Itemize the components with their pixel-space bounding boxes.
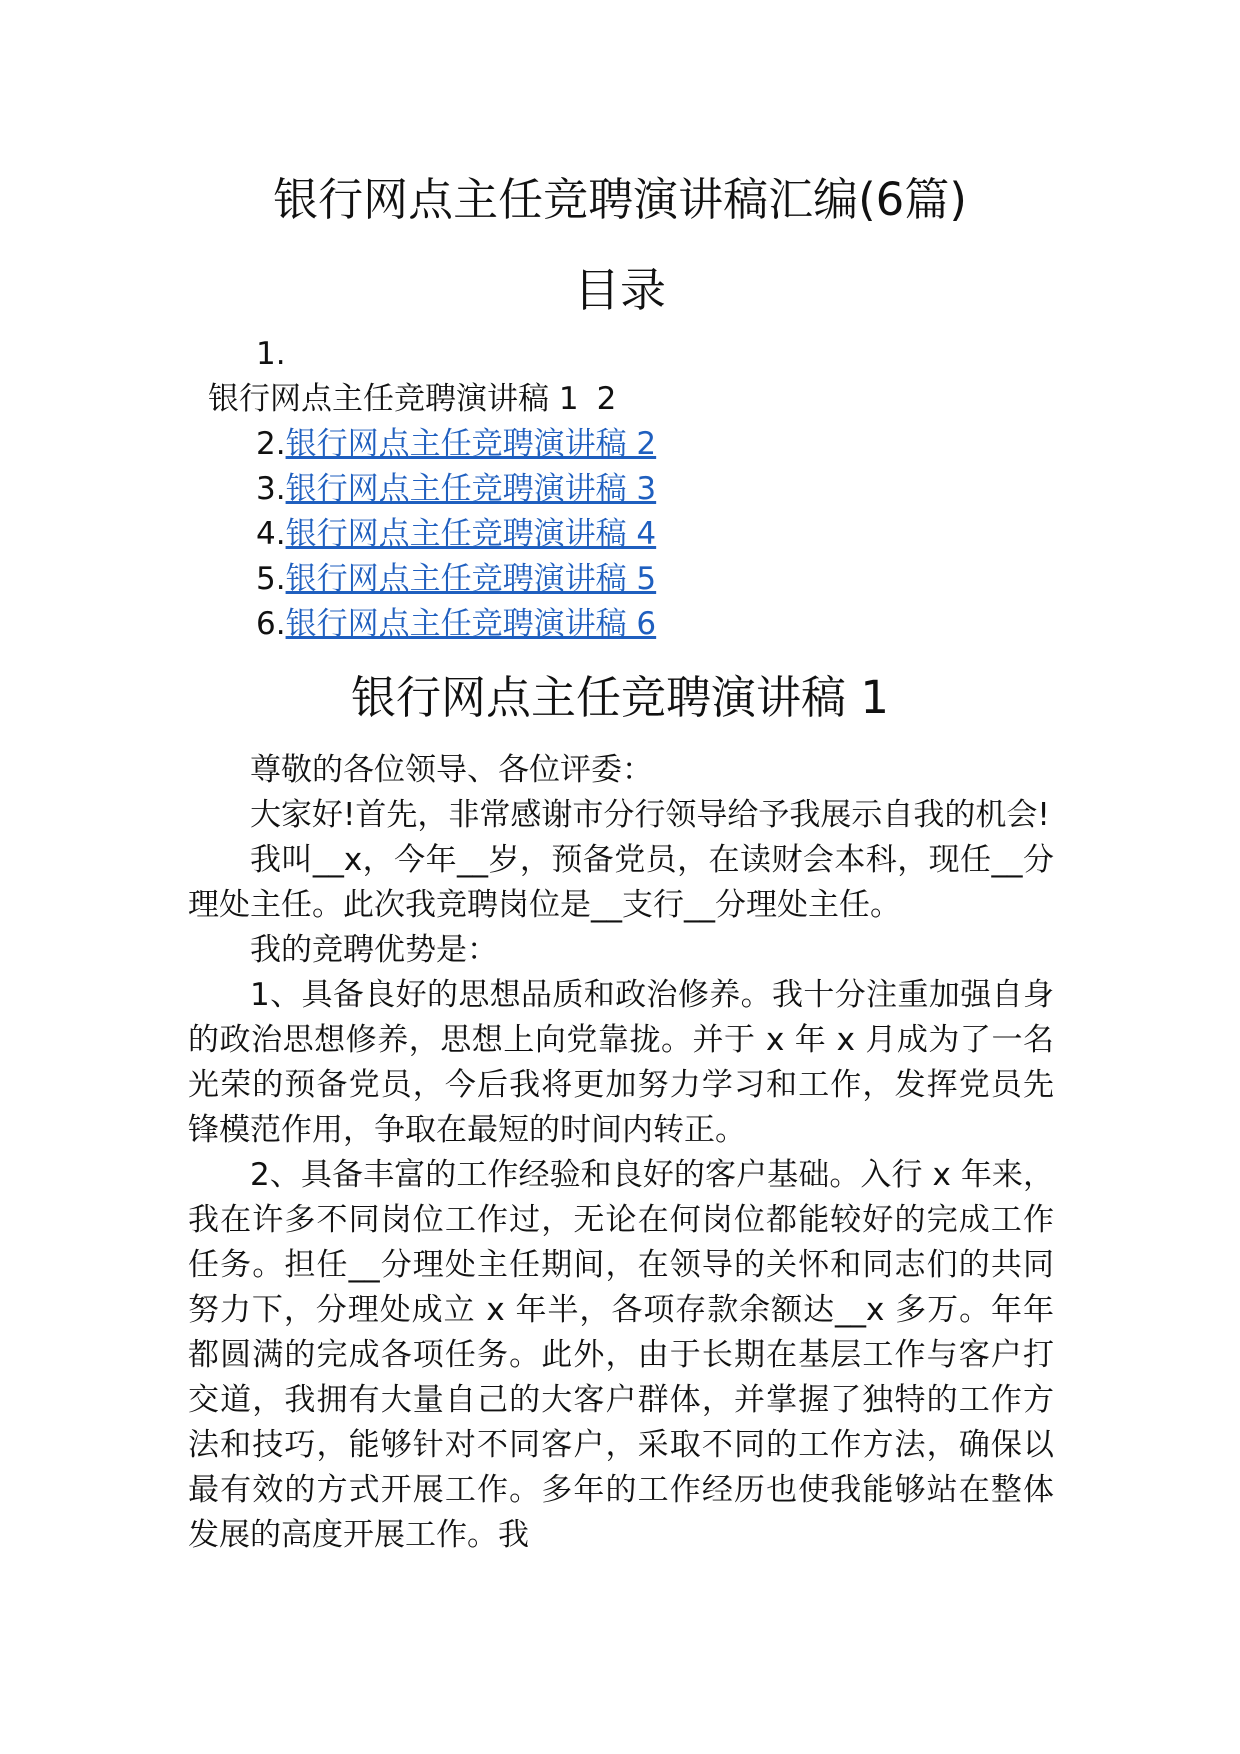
toc-item-1[interactable] <box>208 377 616 422</box>
toc-page-number: 2 <box>596 381 617 417</box>
salutation-paragraph: 尊敬的各位领导、各位评委： <box>250 752 653 788</box>
advantage-1-paragraph: 1、具备良好的思想品质和政治修养。我十分注重加强自身的政治思想修养，思想上向党靠拢。并于 x 年 x 月成为了一名光荣的预备党员，今后我将更加努力学习和工作，发挥党员先锋模范作用，争取在最短的时间内转正。 <box>188 977 1054 1148</box>
toc-item-3[interactable] <box>256 467 656 512</box>
introduction-paragraph: 我叫__x，今年__岁，预备党员，在读财会本科，现任__分理处主任。此次我竞聘岗位是__支行__分理处主任。 <box>188 842 1054 923</box>
toc-item-label[interactable]: 银行网点主任竞聘演讲稿 1 <box>208 381 579 417</box>
toc-item-5[interactable] <box>256 557 656 602</box>
toc-item-4[interactable] <box>256 512 656 557</box>
toc-item-6[interactable] <box>256 602 656 647</box>
advantage-2-paragraph: 2、具备丰富的工作经验和良好的客户基础。入行 x 年来，我在许多不同岗位工作过，无论在何岗位都能较好的完成工作任务。担任__分理处主任期间，在领导的关怀和同志们的共同努力下，分理处成立 x 年半，各项存款余额达__x 多万。年年都圆满的完成各项任务。此外，由于长期在基层工作与客户打交道，我拥有大量自己的大客户群体，并掌握了独特的工作方法和技巧，能够针对不同客户，采取不同的工作方法，确保以最有效的方式开展工作。多年的工作经历也使我能够站在整体发展的高度开展工作。我 <box>188 1157 1054 1553</box>
toc-item-2[interactable] <box>256 422 656 467</box>
advantages-intro-paragraph: 我的竞聘优势是： <box>250 932 498 968</box>
toc-item-1-number <box>256 332 286 377</box>
toc-link-4[interactable]: 银行网点主任竞聘演讲稿 4 <box>285 516 657 552</box>
toc-link-2[interactable]: 银行网点主任竞聘演讲稿 2 <box>285 426 657 462</box>
toc-link-3[interactable]: 银行网点主任竞聘演讲稿 3 <box>285 471 657 507</box>
toc-number: 4. <box>256 516 286 552</box>
toc-number: 1. <box>256 336 286 372</box>
greeting-paragraph: 大家好!首先，非常感谢市分行领导给予我展示自我的机会! <box>250 797 1050 833</box>
toc-link-5[interactable]: 银行网点主任竞聘演讲稿 5 <box>285 561 657 597</box>
toc-heading: 目录 <box>574 263 666 317</box>
toc-number: 6. <box>256 606 286 642</box>
body-text <box>188 748 1054 1558</box>
toc-link-6[interactable]: 银行网点主任竞聘演讲稿 6 <box>285 606 657 642</box>
toc-number: 2. <box>256 426 286 462</box>
toc-number: 3. <box>256 471 286 507</box>
section-title: 银行网点主任竞聘演讲稿 1 <box>351 671 889 724</box>
toc-number: 5. <box>256 561 286 597</box>
document-title: 银行网点主任竞聘演讲稿汇编(6篇) <box>273 173 967 226</box>
